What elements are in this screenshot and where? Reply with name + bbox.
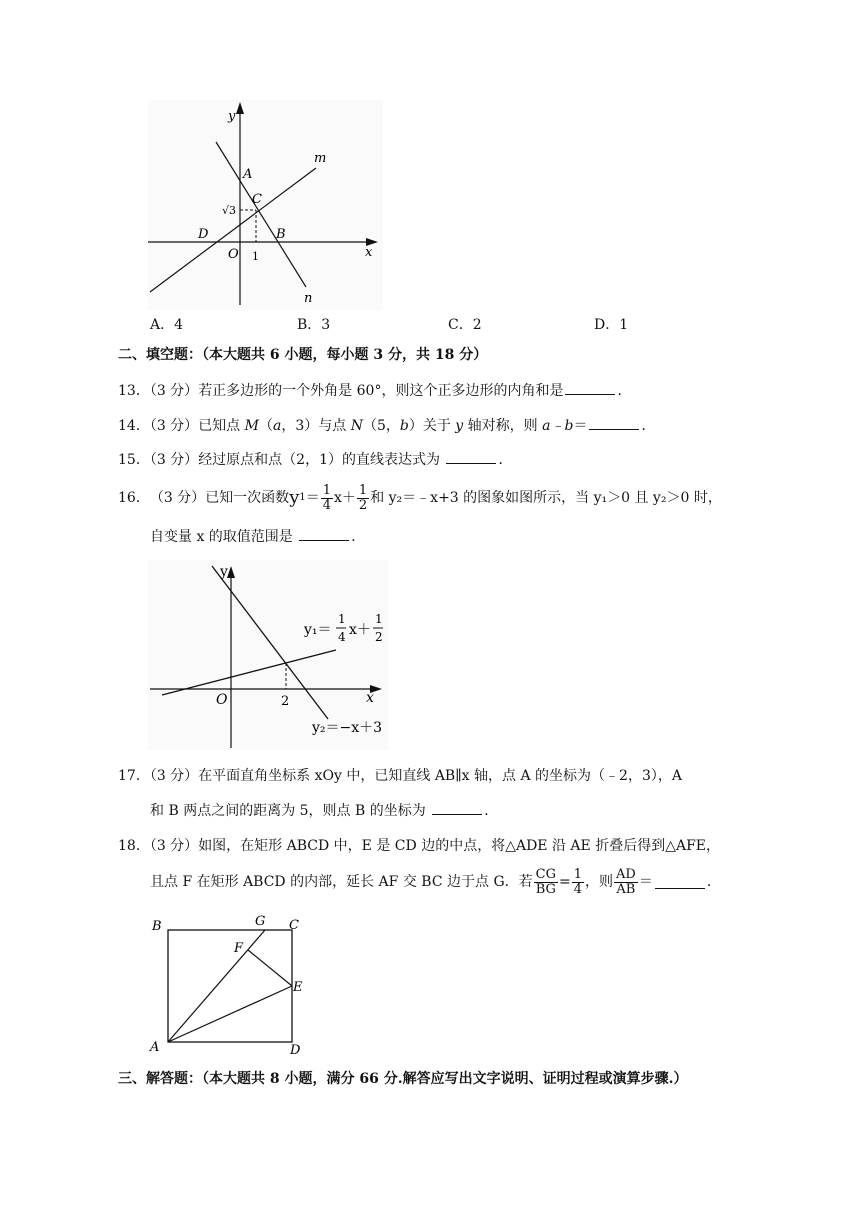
- q18-figure: [148, 908, 313, 1058]
- svg-text:1: 1: [338, 612, 346, 626]
- option-a: A．4: [150, 317, 184, 333]
- question-18-line1: 18．（3 分）如图，在矩形 ABCD 中，E 是 CD 边的中点，将△ADE 沿 AE 折叠后得到△AFE，: [118, 838, 721, 854]
- label-n: n: [304, 291, 313, 306]
- svg-text:G: G: [255, 914, 266, 929]
- question-14: 14．（3 分）已知点 M（a，3）与点 N（5，b）关于 y 轴对称，则 a﹣b＝ ．: [118, 418, 656, 434]
- label-m: m: [314, 151, 327, 166]
- y2-label: y₂＝−x＋3: [312, 720, 383, 736]
- y1-label: y₁＝: [304, 622, 332, 638]
- answer-blank: [565, 382, 615, 395]
- label-D: D: [198, 227, 209, 242]
- svg-text:x＋: x＋: [349, 622, 371, 638]
- label-sqrt3: √3: [222, 204, 237, 217]
- label-y: y: [220, 564, 228, 580]
- question-16-line2: 自变量 x 的取值范围是 ．: [150, 529, 366, 545]
- label-A: A: [243, 167, 253, 182]
- label-O: O: [228, 247, 239, 262]
- svg-text:4: 4: [338, 630, 346, 644]
- q12-figure: [148, 100, 383, 310]
- label-2: 2: [281, 694, 290, 709]
- question-13: 13．（3 分）若正多边形的一个外角是 60°，则这个正多边形的内角和是 ．: [118, 383, 632, 399]
- label-1: 1: [252, 250, 259, 263]
- section3-title: 三、解答题：（本大题共 8 小题，满分 66 分.解答应写出文字说明、证明过程或演算步骤.）: [118, 1071, 688, 1087]
- question-17-line2: 和 B 两点之间的距离为 5，则点 B 的坐标为 ．: [150, 803, 499, 819]
- answer-blank: [446, 451, 496, 464]
- label-C: C: [252, 192, 262, 207]
- rectangle-ABCD: [168, 930, 292, 1042]
- label-y: y: [228, 109, 236, 124]
- question-18-line2: 且点 F 在矩形 ABCD 的内部，延长 AF 交 BC 边于点 G．若 $\frac{CG}{BG}$ = $\frac{1}{4}$ ，则 $\frac{AD}{AB}$ ＝ ．: [150, 866, 721, 897]
- answer-blank: [655, 876, 705, 889]
- q16-figure: [148, 560, 388, 750]
- label-x: x: [365, 245, 373, 260]
- section2-title: 二、填空题：（本大题共 6 小题，每小题 3 分，共 18 分）: [118, 347, 488, 363]
- question-17-line1: 17．（3 分）在平面直角坐标系 xOy 中，已知直线 AB∥x 轴，点 A 的坐标为（﹣2，3），A: [118, 768, 682, 784]
- answer-blank: [299, 528, 349, 541]
- svg-text:A: A: [150, 1040, 160, 1055]
- svg-text:B: B: [152, 919, 162, 934]
- question-15: 15．（3 分）经过原点和点（2，1）的直线表达式为 ．: [118, 452, 513, 468]
- option-c: C．2: [448, 317, 482, 333]
- option-b: B．3: [297, 317, 331, 333]
- option-d: D．1: [594, 317, 629, 333]
- svg-text:C: C: [289, 918, 299, 933]
- svg-text:D: D: [290, 1043, 301, 1058]
- svg-text:F: F: [234, 941, 244, 956]
- svg-text:E: E: [293, 980, 303, 995]
- svg-text:2: 2: [375, 630, 383, 644]
- label-B: B: [276, 227, 286, 242]
- answer-blank: [589, 417, 639, 430]
- svg-text:1: 1: [375, 612, 383, 626]
- answer-blank: [432, 802, 482, 815]
- label-O: O: [216, 692, 228, 708]
- label-x: x: [366, 690, 374, 706]
- question-16-line1: 16． （3 分） 已知一次函数 y 1 ＝ $\frac{1}{4}$ x＋ $\frac{1}{2}$ 和 y₂＝﹣x+3 的图象如图所示，当 y₁＞0 且 y₂＞0 时，: [118, 482, 722, 513]
